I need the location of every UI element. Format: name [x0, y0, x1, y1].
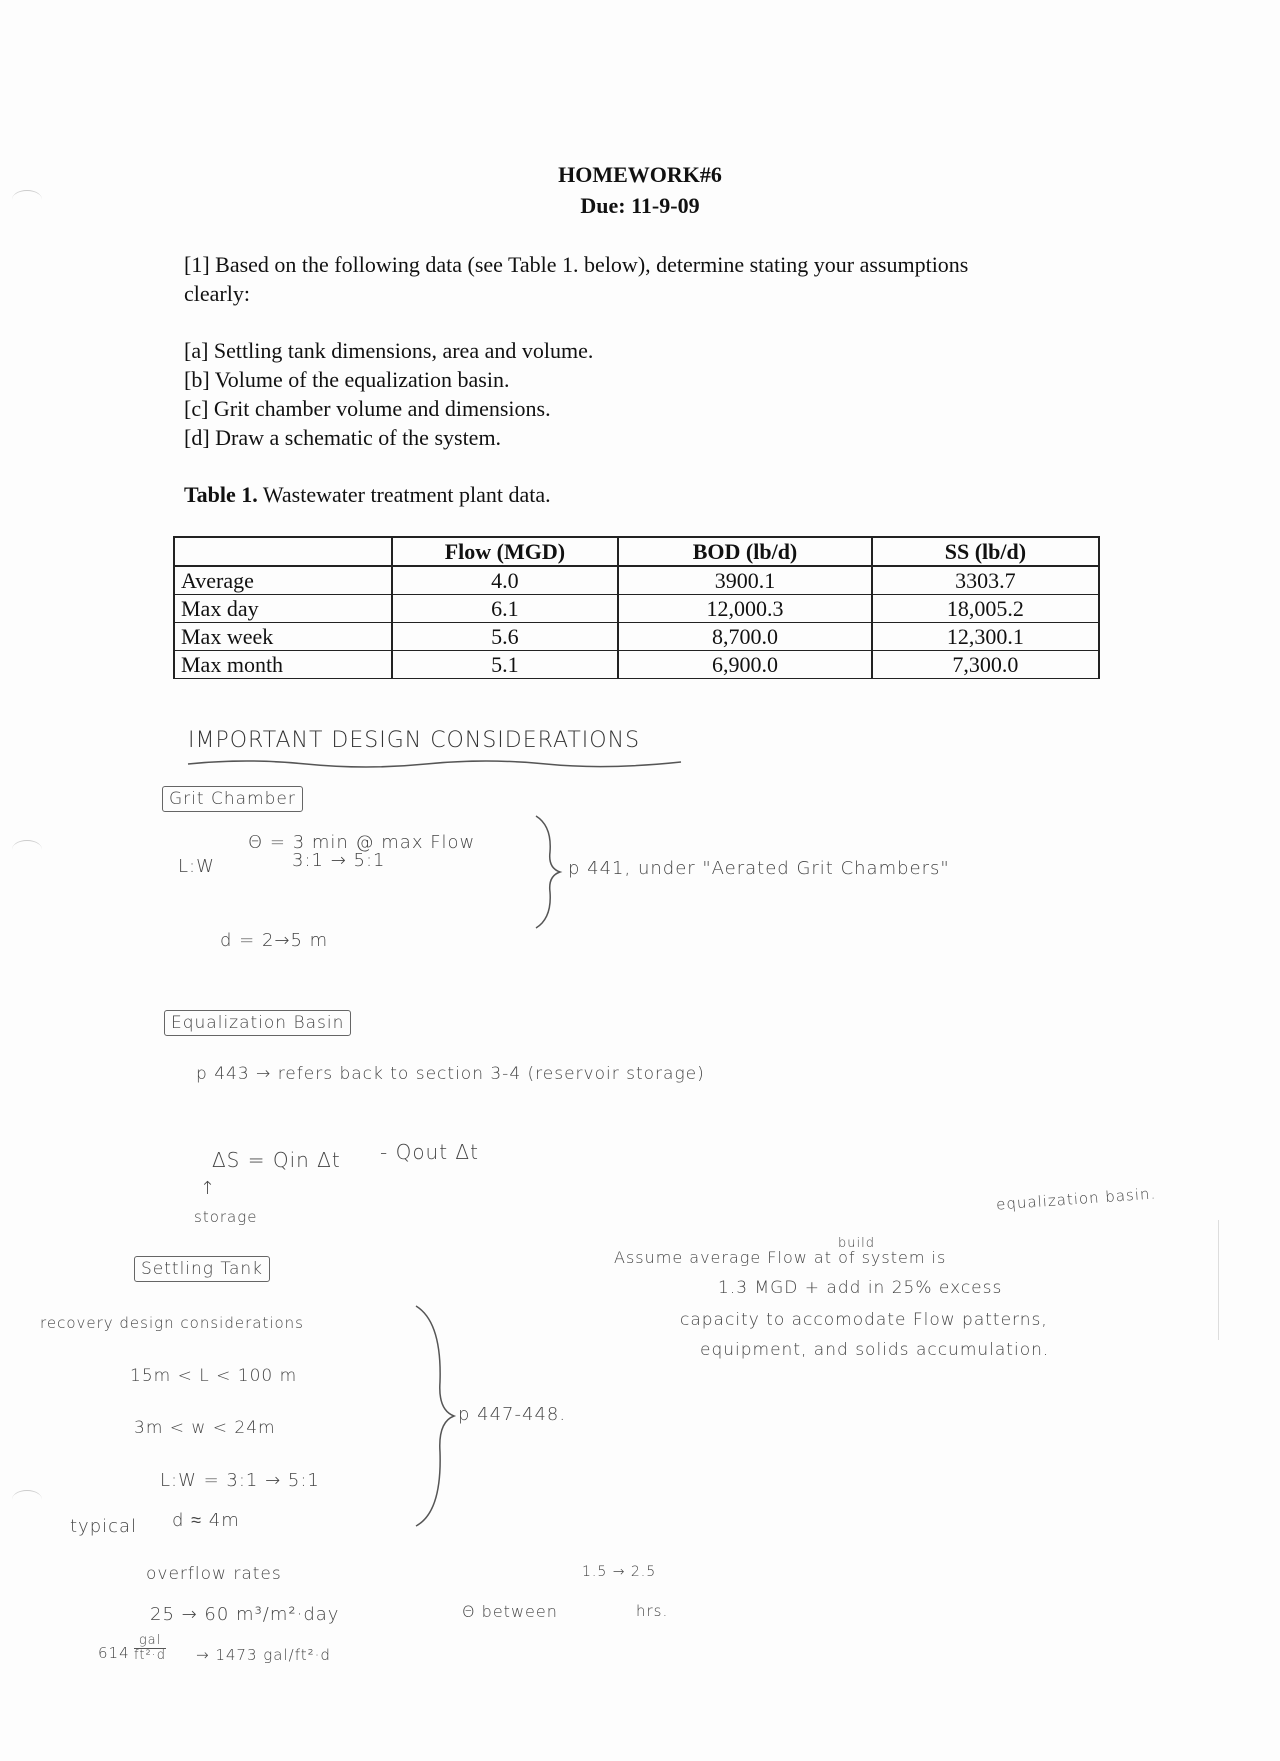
- settling-brace: [412, 1302, 462, 1530]
- eq-side-title: equalization basin.: [995, 1184, 1157, 1214]
- table-cell: 5.1: [392, 651, 619, 679]
- overflow-rate-si: 25 → 60 m³/m²·day: [150, 1604, 340, 1625]
- detention-time-range: 1.5 → 2.5: [582, 1564, 657, 1580]
- table-cell: 7,300.0: [872, 651, 1099, 679]
- grit-reference: p 441, under "Aerated Grit Chambers": [568, 858, 950, 879]
- table-cell: 12,300.1: [872, 623, 1099, 651]
- assumption-line-4: equipment, and solids accumulation.: [700, 1340, 1050, 1360]
- data-table: [173, 536, 1100, 679]
- table-row: [174, 595, 1099, 623]
- table-header-row: [174, 537, 1099, 566]
- storage-formula-in: ΔS = Qin Δt: [212, 1148, 341, 1172]
- storage-arrow: ↑: [200, 1178, 217, 1199]
- heading-underline: [186, 756, 686, 770]
- assumption-build: build: [838, 1236, 875, 1251]
- due-date: Due: 11-9-09: [580, 193, 700, 218]
- grit-theta: Θ = 3 min @ max Flow: [248, 832, 476, 853]
- grit-lw-label: L:W: [178, 856, 215, 877]
- question-part-b: [b] Volume of the equalization basin.: [184, 367, 510, 392]
- question-intro-cont: clearly:: [184, 281, 250, 306]
- settling-reference: p 447-448.: [458, 1404, 567, 1425]
- settling-depth: d ≈ 4m: [172, 1510, 240, 1531]
- table-cell: 3303.7: [872, 566, 1099, 595]
- table-cell: 8,700.0: [618, 623, 872, 651]
- settling-lw-ratio: L:W = 3:1 → 5:1: [160, 1470, 320, 1491]
- table-header-cell: Flow (MGD): [392, 537, 619, 566]
- table-cell: Max week: [174, 623, 392, 651]
- question-part-d: [d] Draw a schematic of the system.: [184, 425, 502, 450]
- settling-subheading: recovery design considerations: [40, 1314, 304, 1332]
- table-cell: 5.6: [392, 623, 619, 651]
- overflow-rate-us-fraction: [134, 1634, 166, 1663]
- homework-title: HOMEWORK#6: [558, 162, 722, 187]
- fraction-numerator: gal: [134, 1634, 166, 1649]
- fraction-denominator: ft²·d: [134, 1648, 167, 1663]
- table-cell: 6,900.0: [618, 651, 872, 679]
- overflow-rate-us-high: → 1473 gal/ft²·d: [196, 1646, 331, 1664]
- table-cell: Average: [174, 566, 392, 595]
- grit-depth: d = 2→5 m: [220, 930, 329, 951]
- table-cell: 12,000.3: [618, 595, 872, 623]
- assumption-line-2: 1.3 MGD + add in 25% excess: [718, 1278, 1003, 1298]
- table-header-cell: BOD (lb/d): [618, 537, 872, 566]
- scan-mark: [12, 840, 42, 859]
- table-cell: 4.0: [392, 566, 619, 595]
- table-row: [174, 651, 1099, 679]
- table-cell: 3900.1: [618, 566, 872, 595]
- assumption-line-3: capacity to accomodate Flow patterns,: [680, 1310, 1048, 1330]
- table-caption-label: Table 1.: [184, 482, 258, 507]
- grit-brace: [530, 812, 570, 932]
- table-caption: [184, 480, 551, 509]
- grit-chamber-label: Grit Chamber: [162, 786, 303, 812]
- question-part-c: [c] Grit chamber volume and dimensions.: [184, 396, 551, 421]
- design-considerations-heading: IMPORTANT DESIGN CONSIDERATIONS: [188, 728, 641, 753]
- storage-label: storage: [194, 1208, 258, 1226]
- table-cell: 6.1: [392, 595, 619, 623]
- table-cell: Max month: [174, 651, 392, 679]
- question-intro: [1] Based on the following data (see Table 1. below), determine stating your assumptions: [184, 252, 969, 277]
- settling-tank-label: Settling Tank: [134, 1256, 270, 1282]
- table-header-cell: SS (lb/d): [872, 537, 1099, 566]
- overflow-rate-us-low: 614: [98, 1644, 130, 1662]
- equalization-reference: p 443 → refers back to section 3-4 (reservoir storage): [196, 1064, 705, 1084]
- table-row: [174, 623, 1099, 651]
- scan-mark: [12, 1490, 42, 1509]
- detention-time-unit: hrs.: [636, 1602, 669, 1620]
- detention-time-label: Θ between: [462, 1602, 558, 1621]
- storage-formula-out: - Qout Δt: [380, 1140, 479, 1164]
- settling-typical-label: typical: [70, 1516, 138, 1537]
- equalization-basin-label: Equalization Basin: [164, 1010, 351, 1036]
- grit-lw-value: 3:1 → 5:1: [292, 850, 386, 871]
- table-cell: 18,005.2: [872, 595, 1099, 623]
- overflow-rates-label: overflow rates: [146, 1564, 282, 1584]
- table-row: [174, 566, 1099, 595]
- assumption-line-1: Assume average Flow at of system is: [614, 1248, 947, 1267]
- settling-length-range: 15m < L < 100 m: [130, 1366, 298, 1386]
- margin-line: [1218, 1220, 1220, 1340]
- settling-width-range: 3m < w < 24m: [134, 1418, 276, 1438]
- question-part-a: [a] Settling tank dimensions, area and volume.: [184, 338, 594, 363]
- table-header-cell: [174, 537, 392, 566]
- table-cell: Max day: [174, 595, 392, 623]
- table-caption-text: Wastewater treatment plant data.: [257, 482, 551, 507]
